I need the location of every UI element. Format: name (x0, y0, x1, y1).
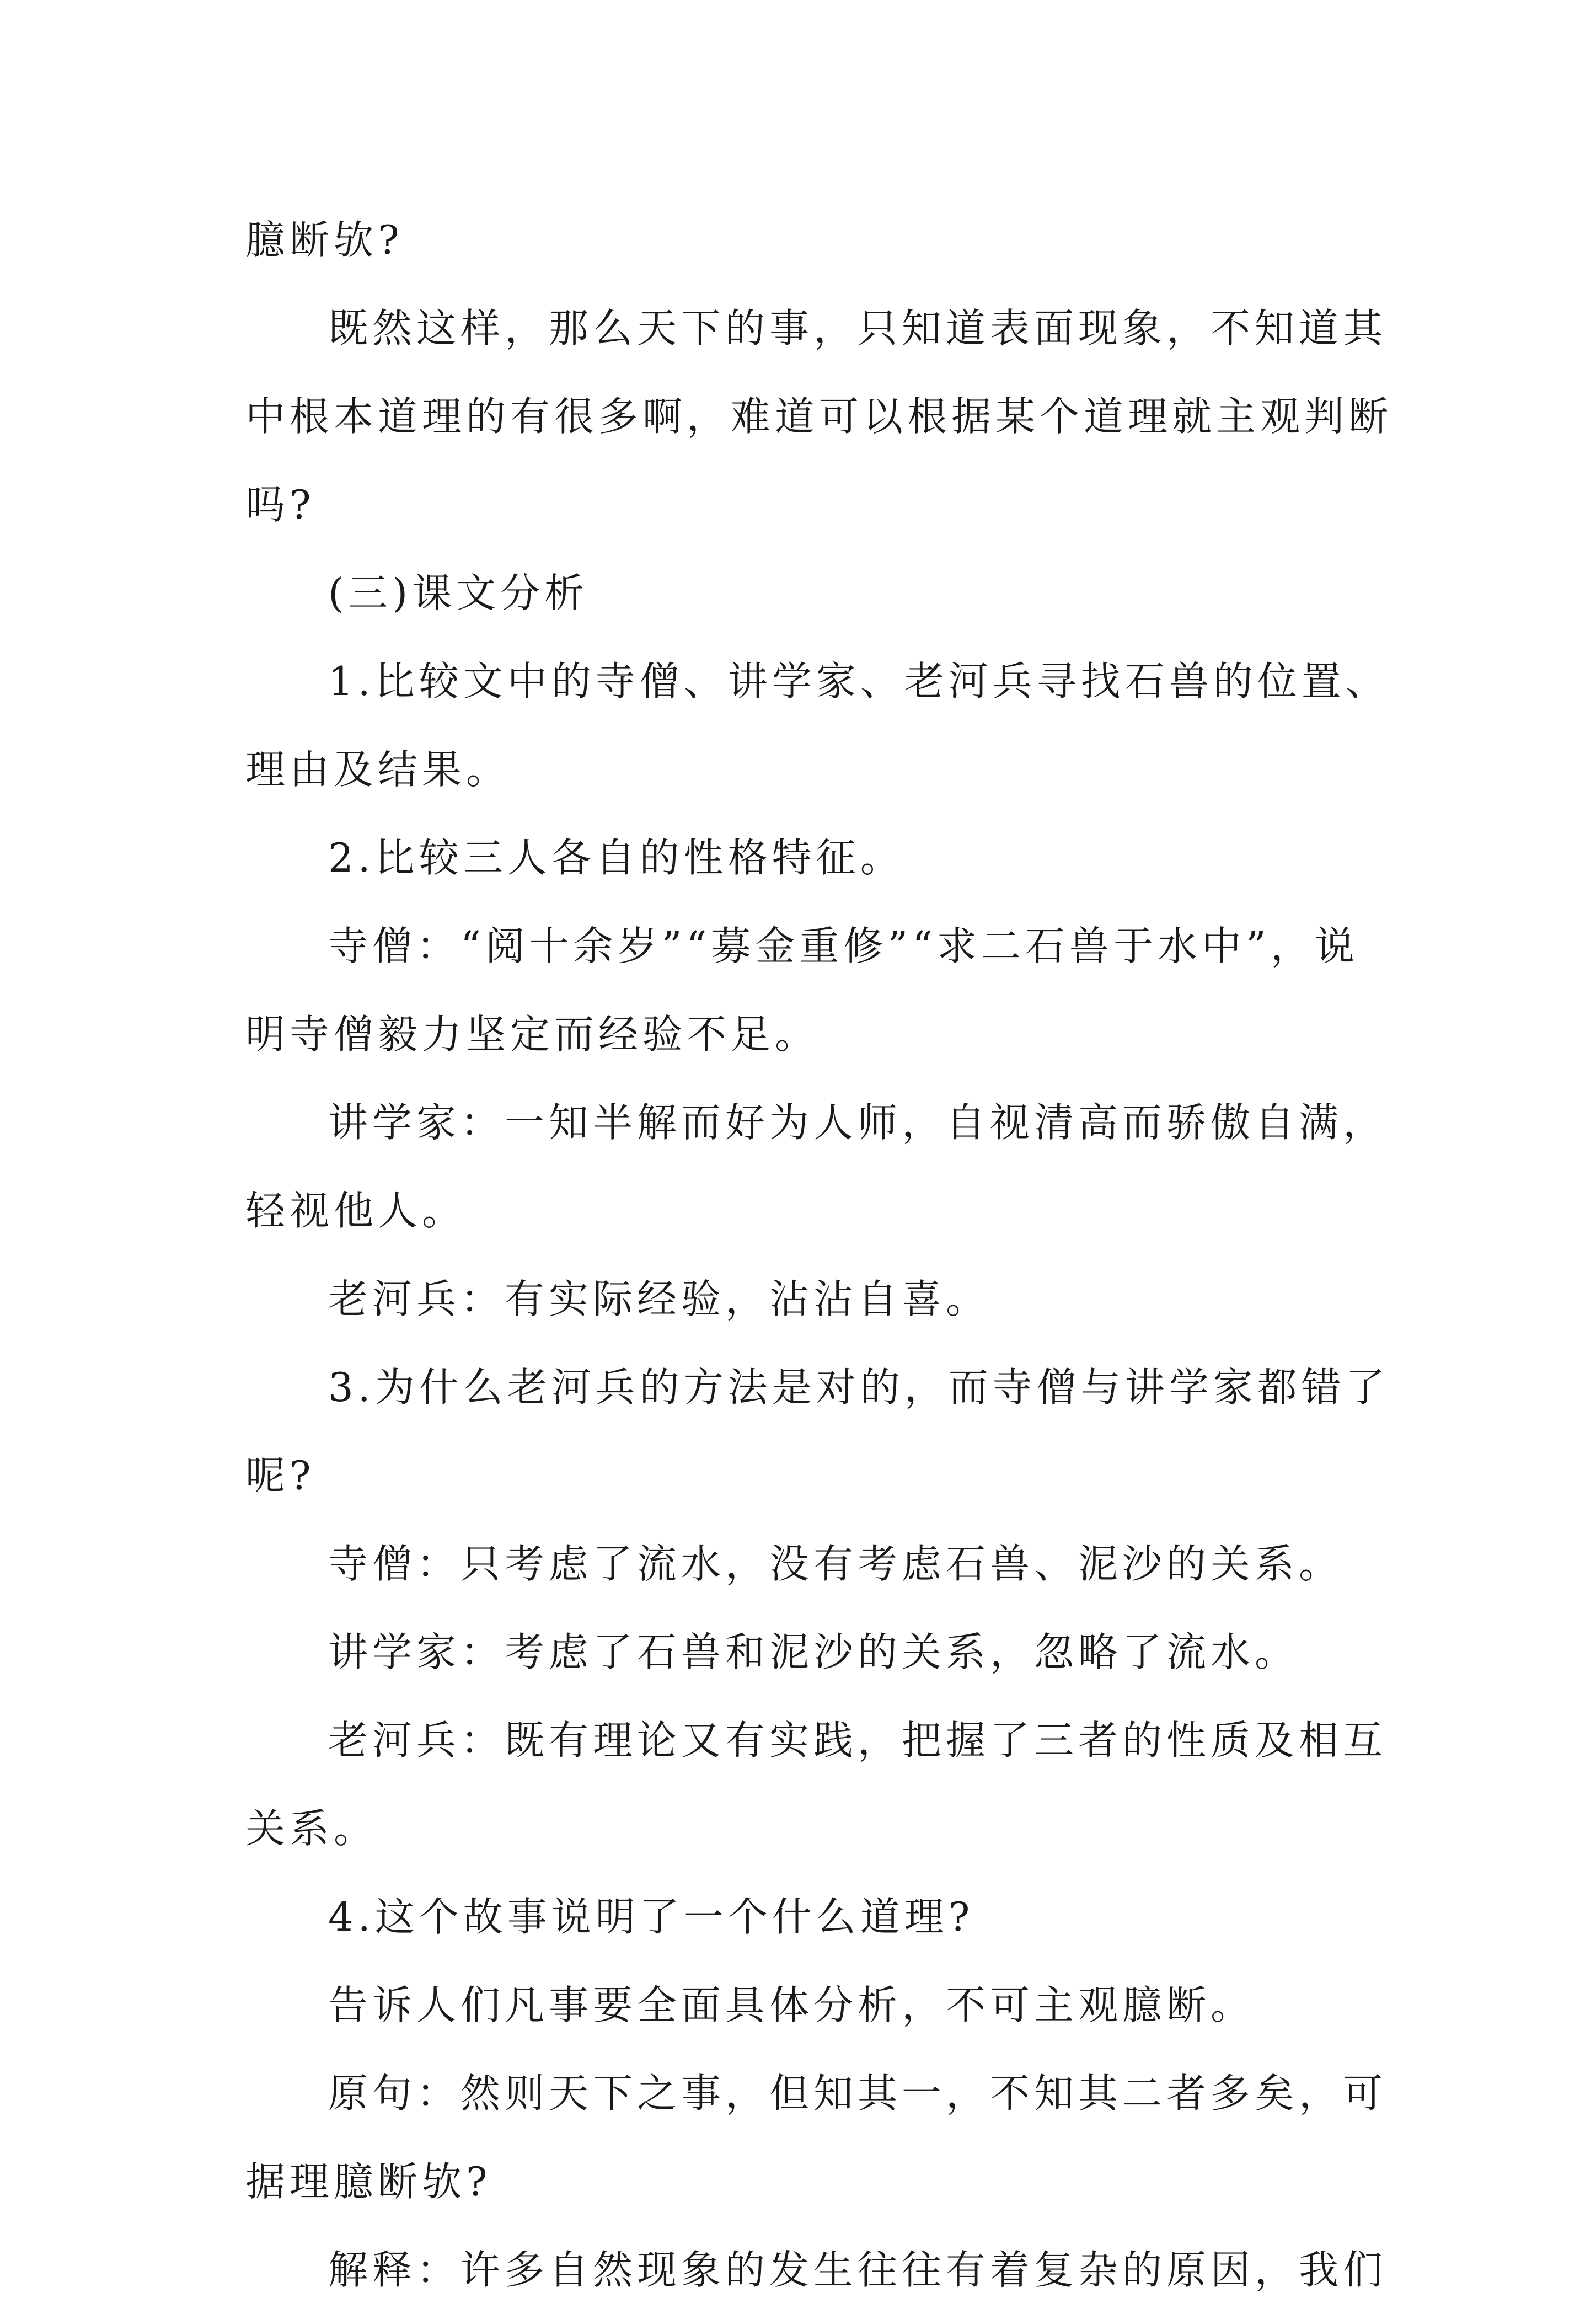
text-line: 老河兵：既有理论又有实践，把握了三者的性质及相互 (328, 1717, 1388, 1763)
text-line: 原句：然则天下之事，但知其一，不知其二者多矣，可 (328, 2070, 1388, 2117)
text-line: 讲学家：一知半解而好为人师，自视清高而骄傲自满， (328, 1099, 1388, 1146)
text-line: 据理臆断欤? (245, 2158, 492, 2205)
text-line: 4.这个故事说明了一个什么道理? (328, 1894, 974, 1940)
text-line: 理由及结果。 (245, 746, 511, 793)
text-line: 明寺僧毅力坚定而经验不足。 (245, 1011, 820, 1057)
text-line: 解释：许多自然现象的发生往往有着复杂的原因，我们 (328, 2247, 1388, 2293)
text-line: 1.比较文中的寺僧、讲学家、老河兵寻找石兽的位置、 (328, 658, 1390, 704)
text-line: 吗? (245, 482, 315, 528)
text-line: 告诉人们凡事要全面具体分析，不可主观臆断。 (328, 1982, 1255, 2028)
text-line: 呢? (245, 1452, 315, 1499)
text-line: 轻视他人。 (245, 1188, 467, 1234)
text-line: 中根本道理的有很多啊，难道可以根据某个道理就主观判断 (245, 393, 1393, 440)
section-heading: (三)课文分析 (328, 570, 589, 616)
document-body (245, 196, 1393, 2314)
text-line: 寺僧：“阅十余岁”“募金重修”“求二石兽于水中”，说 (328, 923, 1359, 969)
text-line: 2.比较三人各自的性格特征。 (328, 835, 904, 881)
text-line: 臆断欤? (245, 217, 404, 263)
text-line: 既然这样，那么天下的事，只知道表面现象，不知道其 (328, 305, 1388, 351)
text-line: 老河兵：有实际经验，沾沾自喜。 (328, 1276, 990, 1322)
text-line: 3.为什么老河兵的方法是对的，而寺僧与讲学家都错了 (328, 1364, 1390, 1410)
text-line: 关系。 (245, 1805, 378, 1852)
text-line: 讲学家：考虑了石兽和泥沙的关系，忽略了流水。 (328, 1629, 1299, 1675)
text-line: 寺僧：只考虑了流水，没有考虑石兽、泥沙的关系。 (328, 1541, 1343, 1587)
